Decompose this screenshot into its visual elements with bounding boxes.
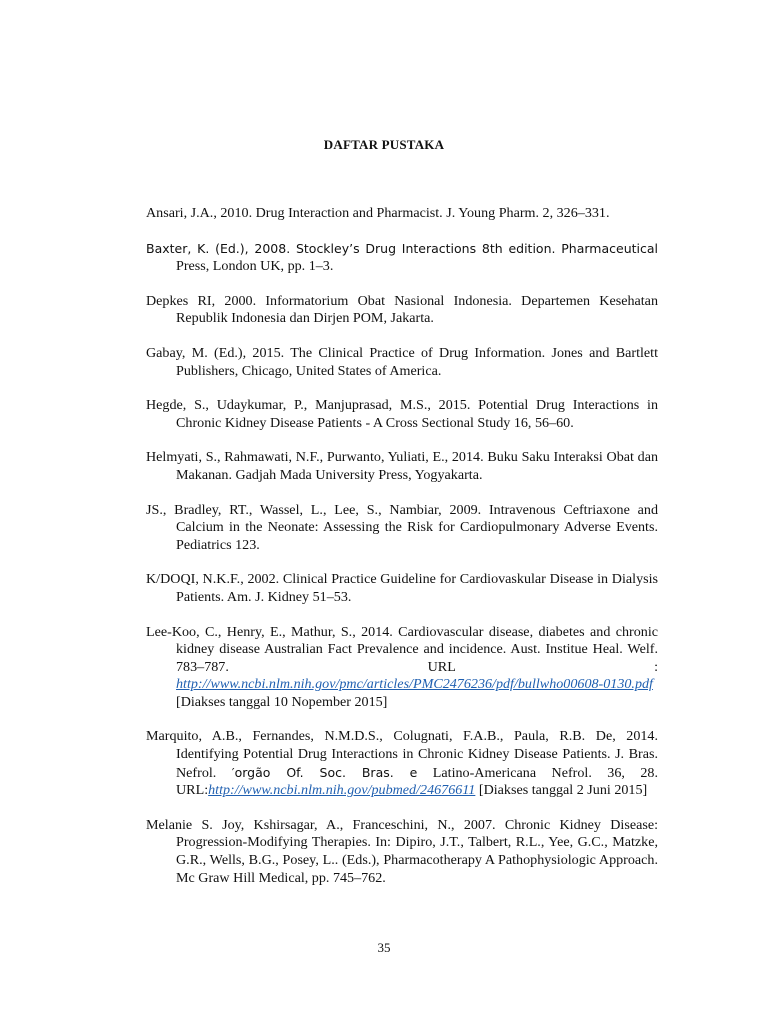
reference-text: [Diakses tanggal 2 Juni 2015] [475, 782, 648, 799]
reference-entry [146, 449, 658, 484]
reference-text: ′orgão Of. Soc. Bras. e [231, 764, 418, 780]
reference-text: Press, London UK, pp. 1–3. [176, 258, 334, 275]
reference-text: Ansari, J.A., 2010. Drug Interaction and Pharmacist. J. Young Pharm. 2, 326–331. [146, 205, 610, 221]
reference-text: Hegde, S., Udaykumar, P., Manjuprasad, M.S., 2015. Potential Drug Interactions in Chronic Kidney Disease Patients - A Cross Sectional Study 16, 56–60. [146, 397, 658, 431]
reference-text: Lee-Koo, C., Henry, E., Mathur, S., 2014. Cardiovascular disease, diabetes and chronic kidney disease Australian Fact Prevalence and incidence. Aust. Institue Heal. Welf. 783–787. URL : [146, 623, 658, 675]
reference-entry [146, 205, 658, 223]
reference-list [146, 205, 658, 904]
reference-entry [146, 502, 658, 555]
reference-text: [Diakses tanggal 10 Nopember 2015] [176, 693, 388, 710]
reference-entry [146, 817, 658, 887]
reference-entry [146, 345, 658, 380]
reference-text: Gabay, M. (Ed.), 2015. The Clinical Practice of Drug Information. Jones and Bartlett Publishers, Chicago, United States of America. [146, 344, 658, 379]
reference-url-link[interactable]: http://www.ncbi.nlm.nih.gov/pubmed/24676611 [208, 782, 476, 799]
reference-entry [146, 397, 658, 432]
reference-text: JS., Bradley, RT., Wassel, L., Lee, S., Nambiar, 2009. Intravenous Ceftriaxone and Calcium in the Neonate: Assessing the Risk for Cardiopulmonary Adverse Events. Pediatrics 123. [146, 501, 658, 553]
reference-entry [146, 293, 658, 328]
reference-entry [146, 240, 658, 276]
reference-text: Depkes RI, 2000. Informatorium Obat Nasional Indonesia. Departemen Kesehatan Republik Indonesia dan Dirjen POM, Jakarta. [146, 292, 658, 327]
reference-text: Baxter, K. (Ed.), 2008. Stockley’s Drug Interactions 8th edition. Pharmaceutical [146, 240, 658, 256]
reference-entry [146, 728, 658, 799]
page-title: DAFTAR PUSTAKA [323, 137, 445, 152]
reference-text: Helmyati, S., Rahmawati, N.F., Purwanto, Yuliati, E., 2014. Buku Saku Interaksi Obat dan Makanan. Gadjah Mada University Press, Yogyakarta. [146, 449, 658, 483]
page-number: 35 [377, 940, 391, 955]
reference-text: K/DOQI, N.K.F., 2002. Clinical Practice Guideline for Cardiovaskular Disease in Dialysis Patients. Am. J. Kidney 51–53. [146, 571, 658, 605]
reference-entry [146, 571, 658, 606]
reference-text: Latino-Americana Nefrol. 36, 28. URL: [176, 764, 658, 799]
reference-url-link[interactable]: http://www.ncbi.nlm.nih.gov/pmc/articles/PMC2476236/pdf/bullwho00608-0130.pdf [176, 676, 653, 693]
reference-text: Marquito, A.B., Fernandes, N.M.D.S., Colugnati, F.A.B., Paula, R.B. De, 2014. Identifying Potential Drug Interactions in Chronic Kidney Disease Patients. J. Bras. Nefrol. [146, 728, 658, 781]
reference-entry [146, 624, 658, 712]
reference-text: Melanie S. Joy, Kshirsagar, A., Franceschini, N., 2007. Chronic Kidney Disease: Progression-Modifying Therapies. In: Dipiro, J.T., Talbert, R.L., Yee, G.C., Matzke, G.R., Wells, B.G., Posey, L.. (Eds.), Pharmacotherapy A Pathophysiologic Approach. Mc Graw Hill Medical, pp. 745–762. [146, 816, 658, 886]
